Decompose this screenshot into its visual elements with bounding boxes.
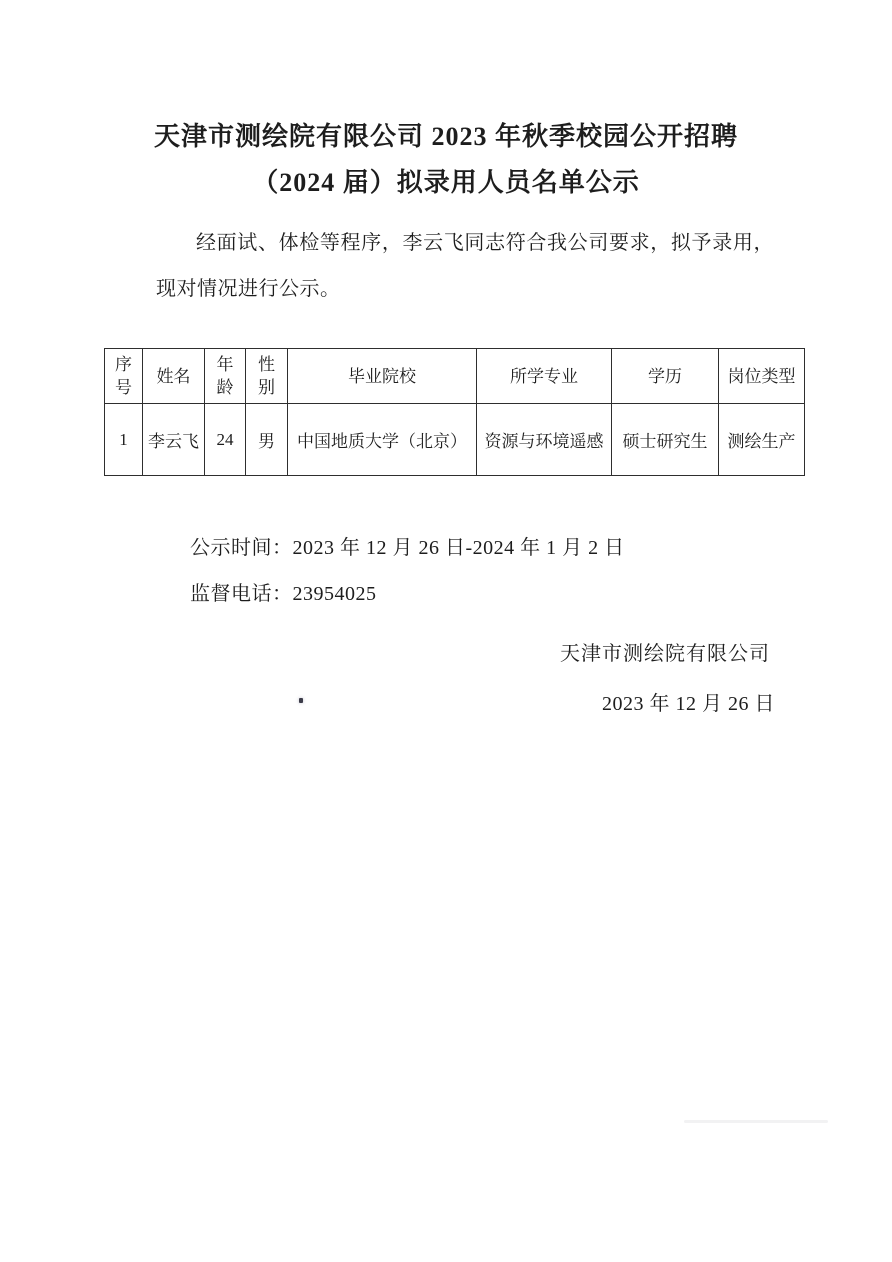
header-cell-gender xyxy=(246,349,288,404)
header-cell-age xyxy=(205,349,246,404)
scan-speck-artifact xyxy=(299,698,303,703)
cell-degree: 硕士研究生 xyxy=(612,404,719,476)
header-name-label: 姓名 xyxy=(156,366,191,386)
header-cell-name xyxy=(143,349,205,404)
publicity-time-text: 公示时间：2023 年 12 月 26 日-2024 年 1 月 2 日 xyxy=(190,537,625,559)
cell-age: 24 xyxy=(205,404,246,476)
header-no-label: 序号 xyxy=(115,355,132,397)
header-cell-no xyxy=(105,349,143,404)
cell-name: 李云飞 xyxy=(143,404,205,476)
header-degree-label: 学历 xyxy=(648,366,682,386)
cell-major: 资源与环境遥感 xyxy=(477,404,612,476)
cell-post: 测绘生产 xyxy=(719,404,805,476)
header-cell-major xyxy=(477,349,612,404)
header-age-label: 年龄 xyxy=(216,355,234,397)
scan-smudge-artifact xyxy=(684,1120,828,1123)
header-cell-post xyxy=(719,349,805,404)
document-title-line1: 天津市测绘院有限公司 2023 年秋季校园公开招聘 xyxy=(153,122,738,151)
header-school-label: 毕业院校 xyxy=(348,366,416,386)
header-major-label: 所学专业 xyxy=(510,366,578,386)
cell-no: 1 xyxy=(105,404,143,476)
signature-date: 2023 年 12 月 26 日 xyxy=(602,693,775,715)
document-title xyxy=(0,0,892,206)
header-cell-school xyxy=(288,349,477,404)
cell-gender: 男 xyxy=(246,404,288,476)
header-gender-label: 性别 xyxy=(258,355,275,397)
table-row xyxy=(105,404,805,476)
signature-company: 天津市测绘院有限公司 xyxy=(560,643,770,665)
cell-school: 中国地质大学（北京） xyxy=(288,404,477,476)
header-post-label: 岗位类型 xyxy=(727,366,796,386)
document-title-line2: （2024 届）拟录用人员名单公示 xyxy=(252,168,640,197)
table-header-row xyxy=(105,349,805,404)
supervision-phone-text: 监督电话：23954025 xyxy=(190,583,377,605)
candidate-roster-table xyxy=(104,348,805,476)
intro-paragraph: 经面试、体检等程序，李云飞同志符合我公司要求，拟予录用，现对情况进行公示。 xyxy=(156,232,774,300)
header-cell-degree xyxy=(612,349,719,404)
